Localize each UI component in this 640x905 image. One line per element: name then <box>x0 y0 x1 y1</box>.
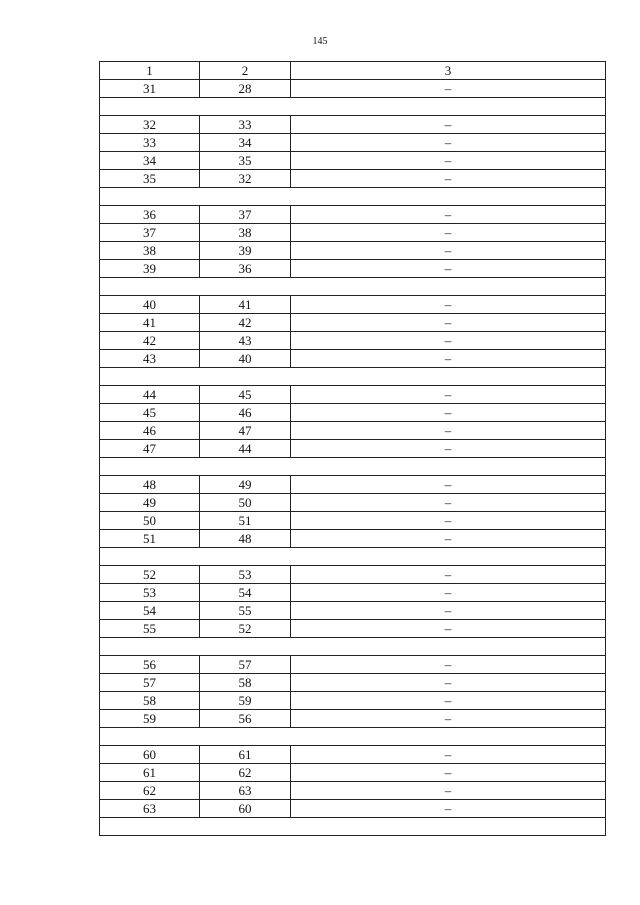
table-cell-col2: 56 <box>200 710 291 728</box>
table-cell-col3: – <box>291 512 606 530</box>
table-cell-col1: 40 <box>100 296 200 314</box>
table-row <box>100 224 606 242</box>
table-cell-col1: 48 <box>100 476 200 494</box>
spacer-row <box>100 548 606 566</box>
table-cell-col3: – <box>291 530 606 548</box>
table-cell-col3: – <box>291 602 606 620</box>
table-cell-col1: 43 <box>100 350 200 368</box>
table-cell-col1: 44 <box>100 386 200 404</box>
table-cell-col2: 40 <box>200 350 291 368</box>
table-cell-col1: 61 <box>100 764 200 782</box>
spacer-row <box>100 278 606 296</box>
table-cell-col2: 61 <box>200 746 291 764</box>
header-cell-3: 3 <box>291 62 606 80</box>
table-cell-col3: – <box>291 674 606 692</box>
table-cell-col2: 38 <box>200 224 291 242</box>
table-row <box>100 170 606 188</box>
table-row <box>100 512 606 530</box>
table-cell-col3: – <box>291 386 606 404</box>
table-cell-col3: – <box>291 224 606 242</box>
spacer-row <box>100 98 606 116</box>
table-row <box>100 710 606 728</box>
spacer-row <box>100 188 606 206</box>
table-cell-col3: – <box>291 566 606 584</box>
spacer-row <box>100 728 606 746</box>
table-cell-col3: – <box>291 80 606 98</box>
table-cell-col3: – <box>291 404 606 422</box>
table-cell-col2: 53 <box>200 566 291 584</box>
table-cell-col3: – <box>291 584 606 602</box>
table-cell-col2: 57 <box>200 656 291 674</box>
table-cell-col2: 43 <box>200 332 291 350</box>
table-cell-col2: 59 <box>200 692 291 710</box>
table-cell-col1: 50 <box>100 512 200 530</box>
table-cell-col2: 36 <box>200 260 291 278</box>
spacer-cell <box>100 368 606 386</box>
spacer-row <box>100 458 606 476</box>
table-row <box>100 584 606 602</box>
table-cell-col3: – <box>291 692 606 710</box>
table-cell-col1: 51 <box>100 530 200 548</box>
table-row <box>100 116 606 134</box>
table-row <box>100 746 606 764</box>
table-cell-col1: 46 <box>100 422 200 440</box>
table-row <box>100 404 606 422</box>
table-cell-col2: 47 <box>200 422 291 440</box>
table-cell-col3: – <box>291 782 606 800</box>
table-row <box>100 422 606 440</box>
table-cell-col1: 47 <box>100 440 200 458</box>
table-row <box>100 530 606 548</box>
spacer-row <box>100 638 606 656</box>
table-cell-col1: 57 <box>100 674 200 692</box>
table-row <box>100 296 606 314</box>
table-cell-col2: 62 <box>200 764 291 782</box>
table-row <box>100 332 606 350</box>
table-cell-col2: 58 <box>200 674 291 692</box>
header-cell-1: 1 <box>100 62 200 80</box>
table-row <box>100 80 606 98</box>
spacer-cell <box>100 638 606 656</box>
table-cell-col3: – <box>291 656 606 674</box>
table-cell-col1: 34 <box>100 152 200 170</box>
table-cell-col1: 45 <box>100 404 200 422</box>
table-row <box>100 476 606 494</box>
page-number: 145 <box>312 36 328 47</box>
table-row <box>100 440 606 458</box>
table-cell-col3: – <box>291 746 606 764</box>
table-cell-col1: 32 <box>100 116 200 134</box>
header-row <box>100 62 606 80</box>
table-row <box>100 656 606 674</box>
table-cell-col1: 39 <box>100 260 200 278</box>
table-row <box>100 260 606 278</box>
table-cell-col3: – <box>291 620 606 638</box>
table-row <box>100 566 606 584</box>
table-cell-col2: 51 <box>200 512 291 530</box>
table-cell-col1: 38 <box>100 242 200 260</box>
table-cell-col2: 32 <box>200 170 291 188</box>
table-cell-col1: 42 <box>100 332 200 350</box>
table-cell-col3: – <box>291 206 606 224</box>
table-row <box>100 134 606 152</box>
spacer-cell <box>100 548 606 566</box>
table-cell-col3: – <box>291 260 606 278</box>
table-row <box>100 494 606 512</box>
spacer-cell <box>100 728 606 746</box>
table-cell-col3: – <box>291 314 606 332</box>
table-cell-col1: 36 <box>100 206 200 224</box>
table-cell-col2: 34 <box>200 134 291 152</box>
table-cell-col3: – <box>291 332 606 350</box>
table-row <box>100 800 606 818</box>
table-cell-col2: 44 <box>200 440 291 458</box>
table-cell-col2: 54 <box>200 584 291 602</box>
table-cell-col2: 55 <box>200 602 291 620</box>
table-cell-col3: – <box>291 116 606 134</box>
spacer-cell <box>100 188 606 206</box>
table-body <box>100 62 606 836</box>
table-cell-col3: – <box>291 242 606 260</box>
table-row <box>100 152 606 170</box>
table-row <box>100 782 606 800</box>
table-cell-col3: – <box>291 152 606 170</box>
table-cell-col3: – <box>291 170 606 188</box>
table-cell-col1: 37 <box>100 224 200 242</box>
table-cell-col3: – <box>291 494 606 512</box>
spacer-cell <box>100 278 606 296</box>
table-cell-col1: 35 <box>100 170 200 188</box>
table-cell-col2: 50 <box>200 494 291 512</box>
table-row <box>100 674 606 692</box>
table-cell-col2: 39 <box>200 242 291 260</box>
table-cell-col3: – <box>291 710 606 728</box>
table-cell-col2: 42 <box>200 314 291 332</box>
table-cell-col1: 33 <box>100 134 200 152</box>
table-cell-col2: 33 <box>200 116 291 134</box>
table-cell-col1: 58 <box>100 692 200 710</box>
table-cell-col2: 28 <box>200 80 291 98</box>
table-cell-col3: – <box>291 350 606 368</box>
table-row <box>100 692 606 710</box>
table-cell-col2: 63 <box>200 782 291 800</box>
table-row <box>100 206 606 224</box>
table-cell-col3: – <box>291 764 606 782</box>
spacer-cell <box>100 818 606 836</box>
header-cell-2: 2 <box>200 62 291 80</box>
table-cell-col3: – <box>291 422 606 440</box>
table-cell-col2: 35 <box>200 152 291 170</box>
table-cell-col1: 31 <box>100 80 200 98</box>
table-cell-col3: – <box>291 800 606 818</box>
table-cell-col1: 60 <box>100 746 200 764</box>
spacer-cell <box>100 98 606 116</box>
table-row <box>100 350 606 368</box>
table-row <box>100 314 606 332</box>
table-cell-col1: 59 <box>100 710 200 728</box>
table-cell-col1: 54 <box>100 602 200 620</box>
table-cell-col2: 60 <box>200 800 291 818</box>
table-cell-col2: 41 <box>200 296 291 314</box>
table-cell-col2: 48 <box>200 530 291 548</box>
table-row <box>100 620 606 638</box>
table-cell-col2: 49 <box>200 476 291 494</box>
table-cell-col2: 45 <box>200 386 291 404</box>
table-cell-col1: 62 <box>100 782 200 800</box>
table-cell-col3: – <box>291 476 606 494</box>
data-table <box>99 61 606 836</box>
table-cell-col1: 49 <box>100 494 200 512</box>
table-cell-col1: 41 <box>100 314 200 332</box>
table-row <box>100 764 606 782</box>
table-cell-col3: – <box>291 440 606 458</box>
table-cell-col2: 46 <box>200 404 291 422</box>
table-cell-col1: 52 <box>100 566 200 584</box>
table-cell-col2: 37 <box>200 206 291 224</box>
table-row <box>100 242 606 260</box>
table-cell-col1: 63 <box>100 800 200 818</box>
table-cell-col2: 52 <box>200 620 291 638</box>
table-cell-col1: 56 <box>100 656 200 674</box>
table-cell-col1: 53 <box>100 584 200 602</box>
table-cell-col3: – <box>291 296 606 314</box>
table-row <box>100 602 606 620</box>
table-cell-col3: – <box>291 134 606 152</box>
table-row <box>100 386 606 404</box>
spacer-row <box>100 818 606 836</box>
table-cell-col1: 55 <box>100 620 200 638</box>
spacer-row <box>100 368 606 386</box>
spacer-cell <box>100 458 606 476</box>
